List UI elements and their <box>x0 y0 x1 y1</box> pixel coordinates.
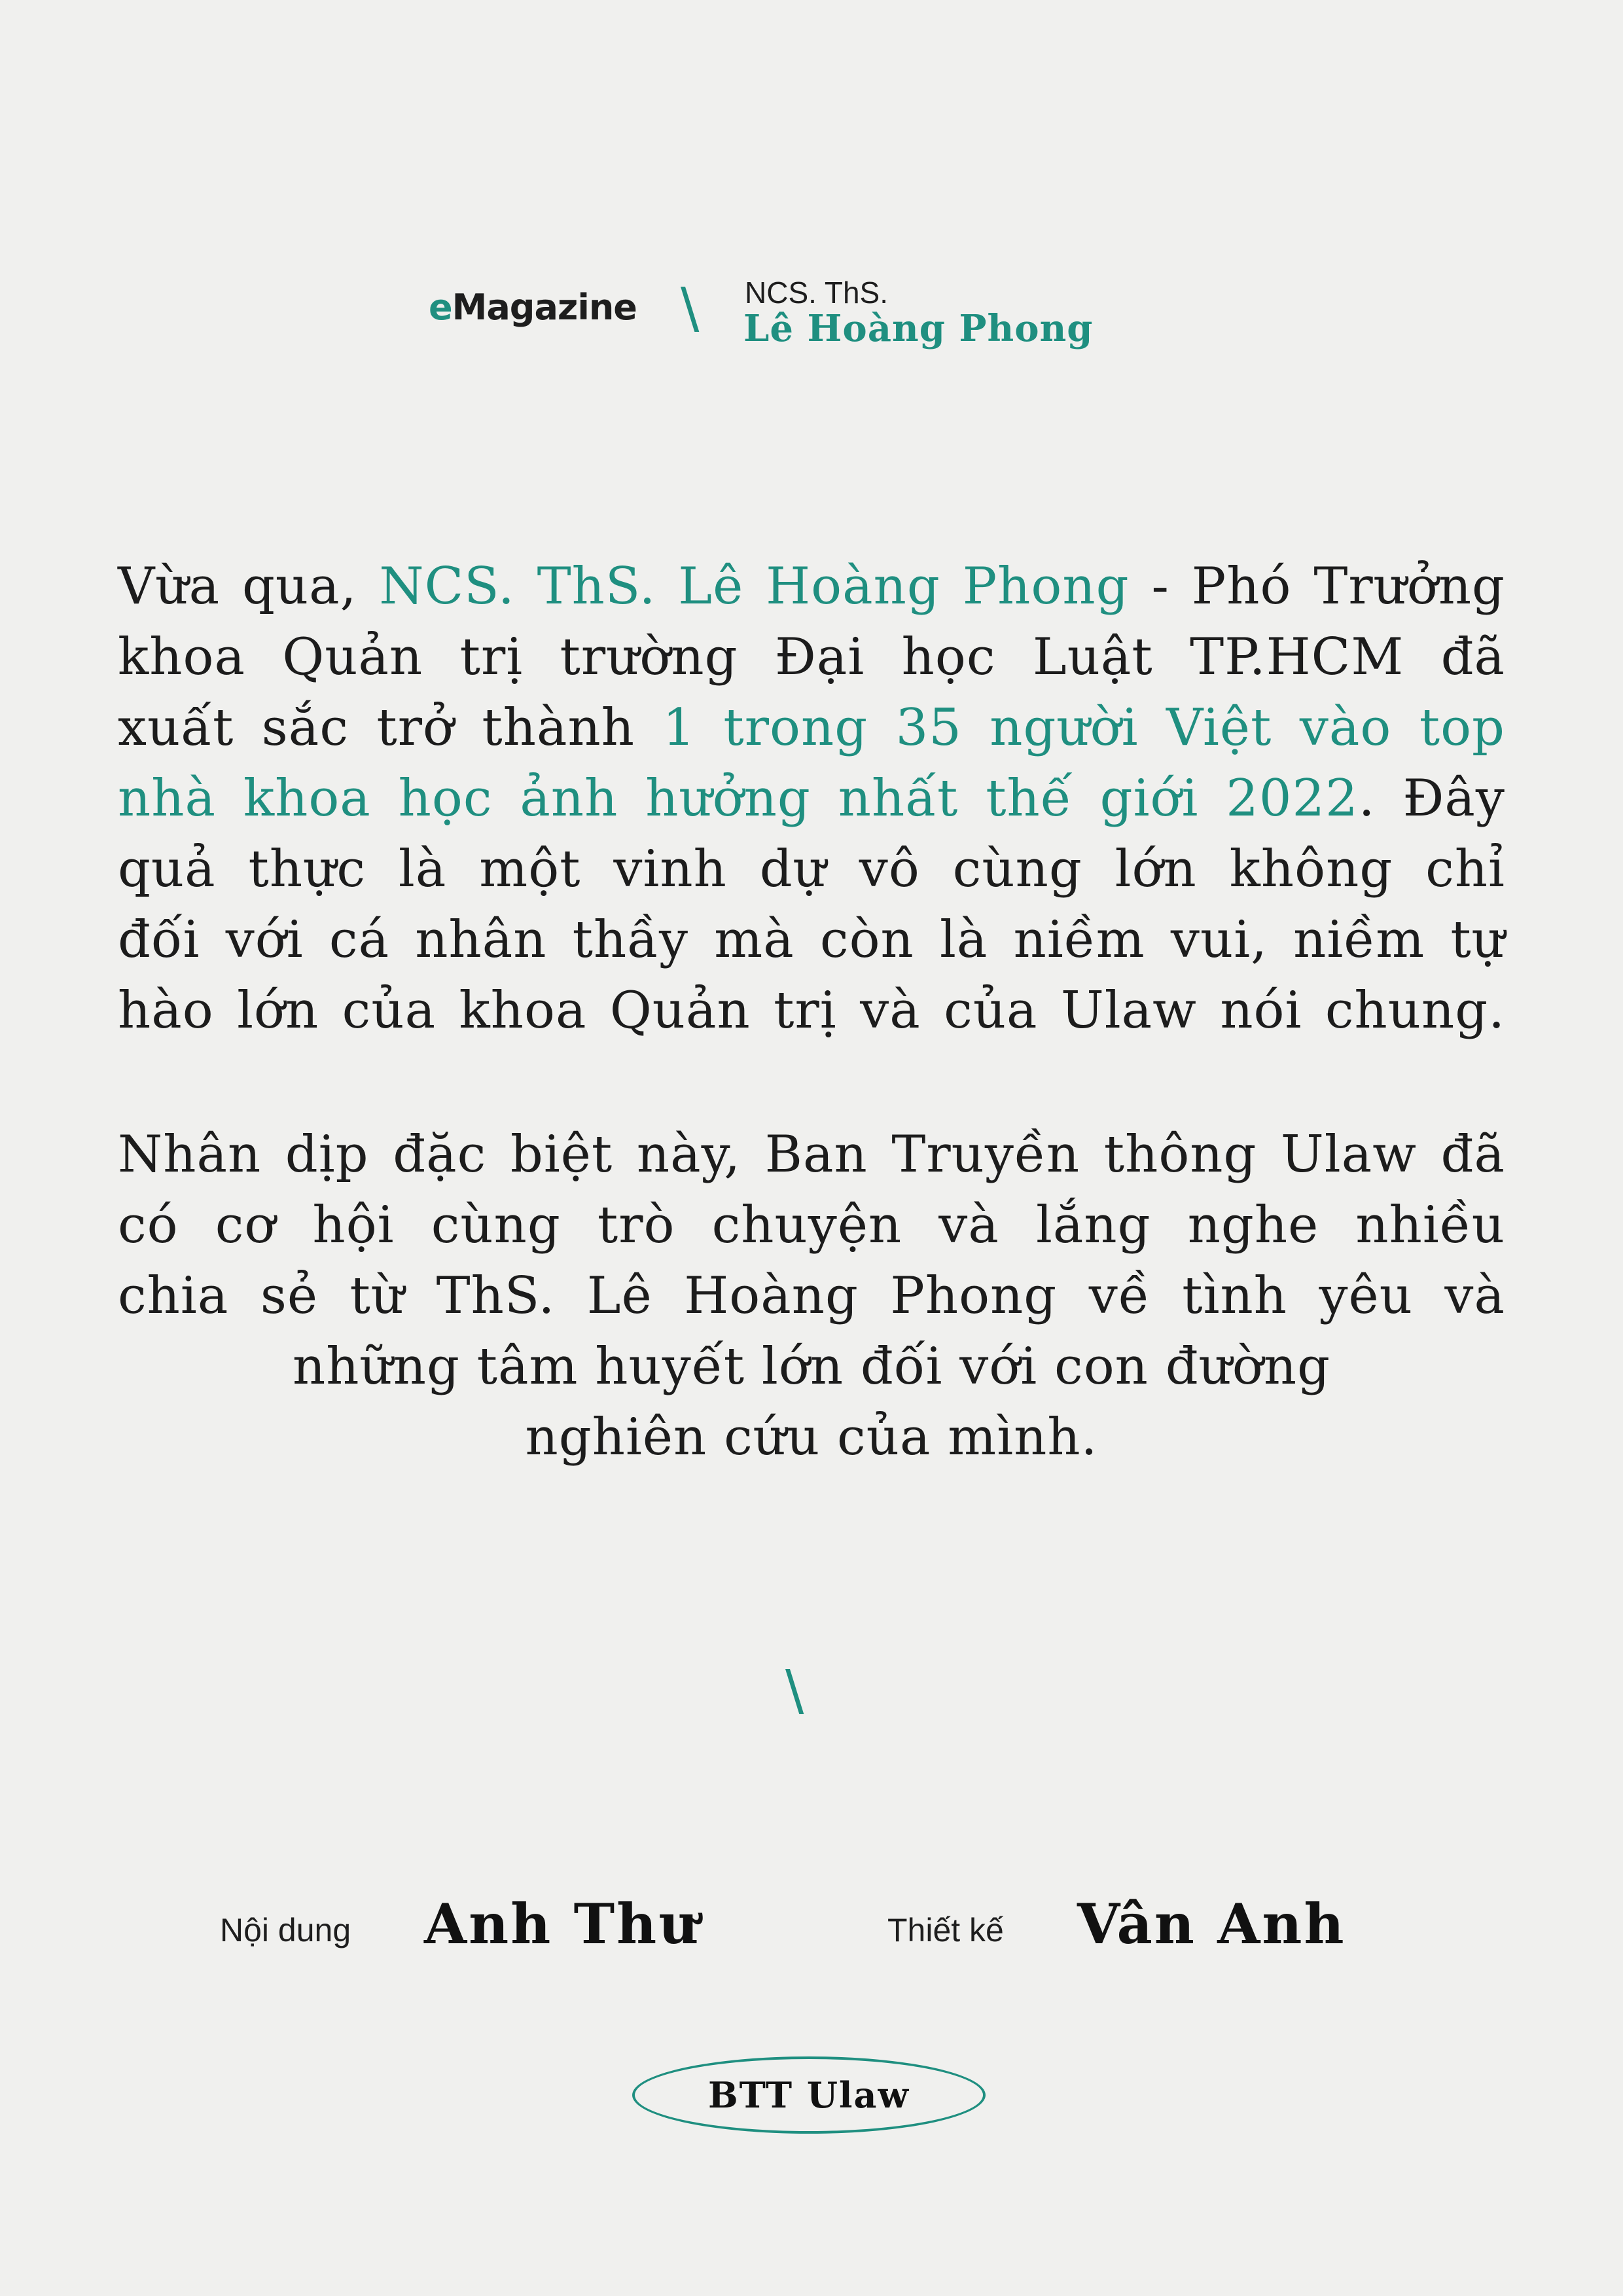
brand-rest: Magazine <box>452 287 637 328</box>
header <box>0 0 1623 367</box>
paragraph-line: hào lớn của khoa Quản trị và của Ulaw nói chung. <box>118 981 1505 1040</box>
brand-prefix: e <box>429 287 452 328</box>
content-credit-label: Nội dung <box>220 1912 351 1948</box>
paragraph-line: khoa Quản trị trường Đại học Luật TP.HCM đã <box>118 628 1505 687</box>
header-name: Lê Hoàng Phong <box>743 307 1094 350</box>
text-segment: . Đây <box>1358 769 1505 828</box>
paragraph-line: đối với cá nhân thầy mà còn là niềm vui, niềm tự <box>118 910 1505 969</box>
content-credit-name: Anh Thư <box>424 1892 701 1956</box>
header-subtitle: NCS. ThS. <box>745 276 888 310</box>
publisher-badge-text: BTT Ulaw <box>708 2074 910 2116</box>
text-segment: Vừa qua, <box>118 557 380 616</box>
publisher-badge <box>632 2056 986 2134</box>
paragraph-line <box>118 551 1505 622</box>
design-credit-label: Thiết kế <box>887 1912 1004 1948</box>
paragraph-line: quả thực là một vinh dự vô cùng lớn không chỉ <box>118 840 1505 899</box>
brand-logo <box>429 287 637 328</box>
paragraph-line: chia sẻ từ ThS. Lê Hoàng Phong về tình yêu và <box>118 1266 1505 1325</box>
paragraph-line: nghiên cứu của mình. <box>525 1408 1098 1467</box>
highlight-name: NCS. ThS. Lê Hoàng Phong <box>379 557 1130 616</box>
paragraph-line: những tâm huyết lớn đối với con đường <box>293 1337 1330 1396</box>
highlight-achievement: nhà khoa học ảnh hưởng nhất thế giới 2022 <box>118 769 1359 828</box>
text-segment: xuất sắc trở thành <box>118 698 663 757</box>
design-credit-name: Vân Anh <box>1077 1892 1346 1956</box>
paragraph-line: Nhân dịp đặc biệt này, Ban Truyền thông Ulaw đã <box>118 1125 1505 1184</box>
section-divider: \ <box>785 1658 804 1722</box>
intro-paragraph <box>118 551 1505 1046</box>
highlight-achievement: 1 trong 35 người Việt vào top <box>662 698 1505 757</box>
paragraph-line: có cơ hội cùng trò chuyện và lắng nghe nhiều <box>118 1196 1505 1255</box>
paragraph-line <box>118 763 1505 834</box>
text-segment: - Phó Trưởng <box>1129 557 1505 616</box>
paragraph-line <box>118 692 1505 763</box>
second-paragraph <box>118 1119 1505 1473</box>
header-separator: \ <box>681 276 700 340</box>
